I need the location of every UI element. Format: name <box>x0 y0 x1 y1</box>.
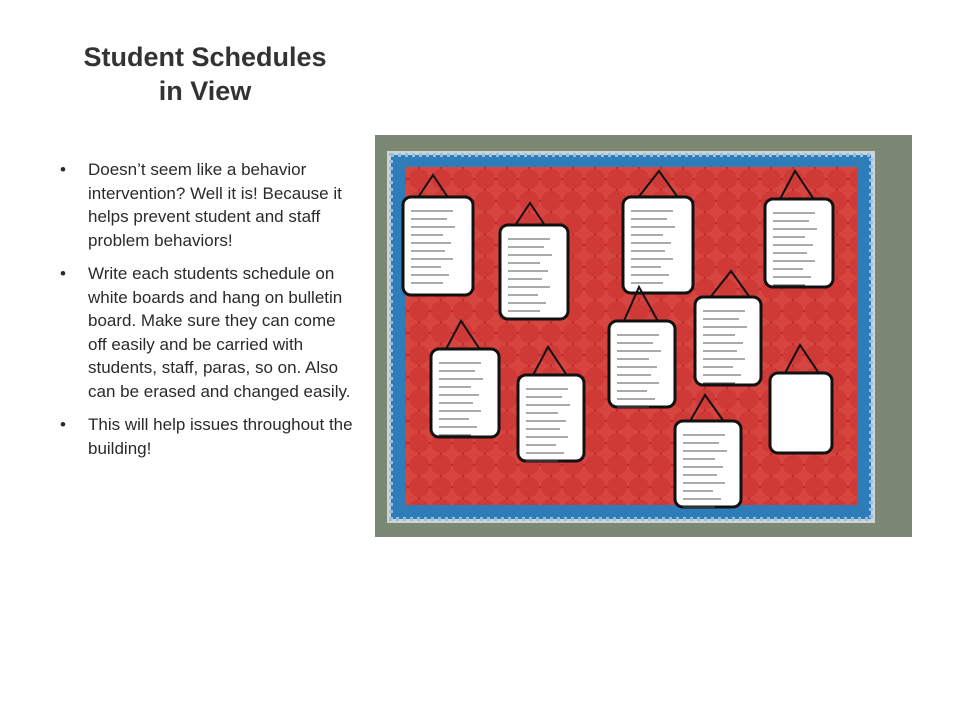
bullet-text: Write each students schedule on white boards and hang on bulletin board. Make sure they can come off easily and be carried with students, staff, paras, so on. Also can be erased and changed easily. <box>88 264 351 401</box>
bullet-text: Doesn’t seem like a behavior intervention? Well it is! Because it helps prevent student and staff problem behaviors! <box>88 160 342 250</box>
bullet-icon: • <box>60 160 66 179</box>
bullet-text: This will help issues throughout the building! <box>88 415 353 458</box>
slide-title <box>40 40 370 108</box>
bullet-item <box>58 158 358 252</box>
bulletin-board-photo <box>375 135 912 537</box>
bullet-icon: • <box>60 264 66 283</box>
bullet-item <box>58 262 358 403</box>
bullet-item <box>58 413 358 460</box>
bullet-list <box>58 158 358 470</box>
title-line-2: in View <box>158 76 252 106</box>
title-line-1: Student Schedules <box>83 42 327 72</box>
bullet-icon: • <box>60 415 66 434</box>
